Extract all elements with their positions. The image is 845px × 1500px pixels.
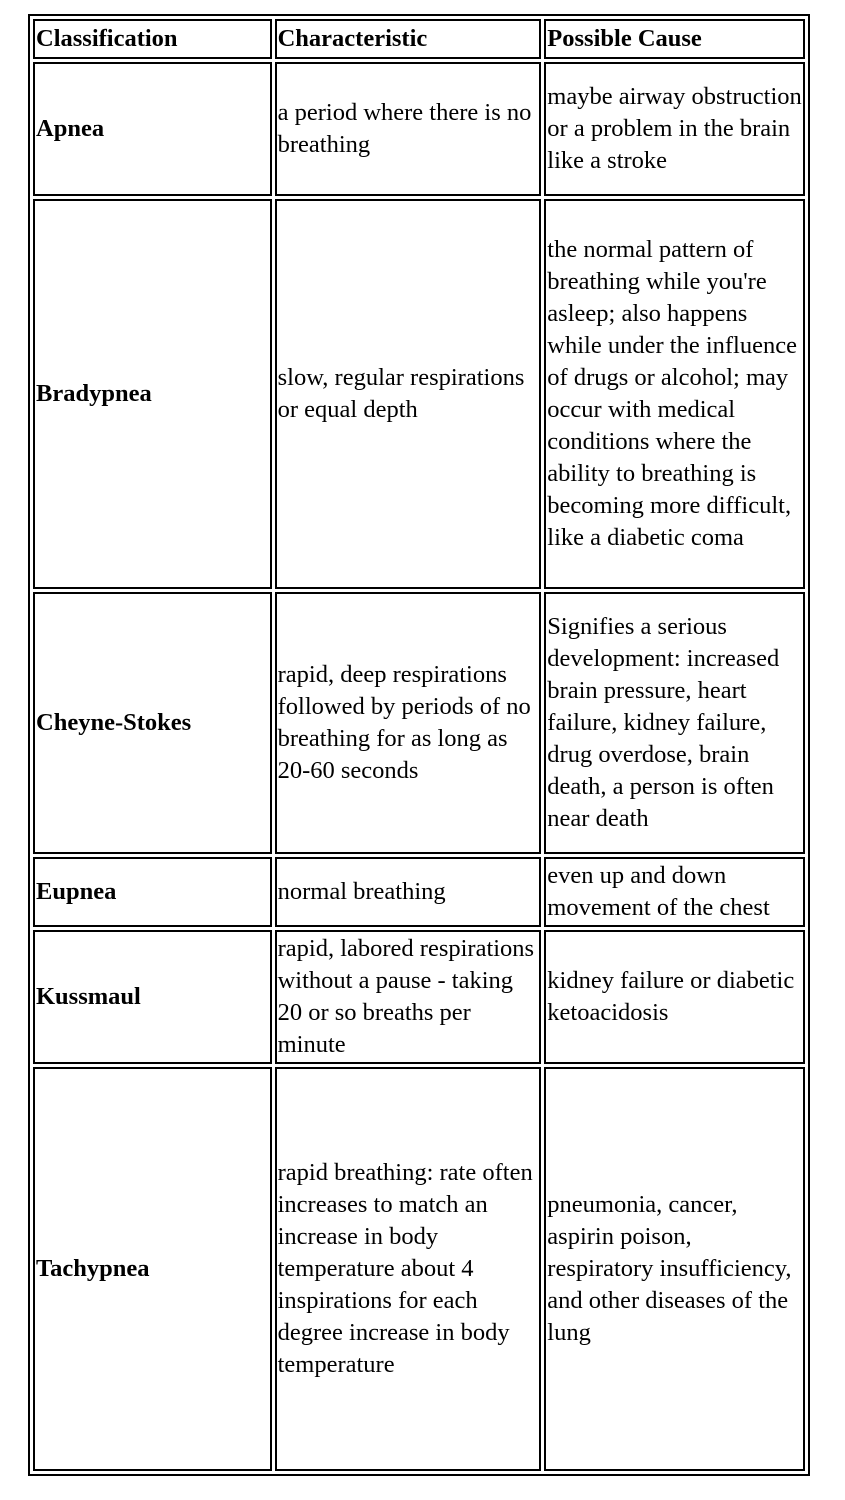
header-classification: Classification — [33, 19, 272, 59]
header-row — [33, 19, 805, 59]
characteristic-cell: slow, regular respirations or equal depth — [275, 199, 542, 589]
characteristic-cell: a period where there is no breathing — [275, 62, 542, 196]
characteristic-cell: rapid breathing: rate often increases to match an increase in body temperature about 4 inspirations for each degree increase in body temperature — [275, 1067, 542, 1471]
characteristic-cell: normal breathing — [275, 857, 542, 927]
header-possible-cause: Possible Cause — [544, 19, 805, 59]
cause-cell: even up and down movement of the chest — [544, 857, 805, 927]
characteristic-cell: rapid, deep respirations followed by periods of no breathing for as long as 20-60 seconds — [275, 592, 542, 854]
classification-cell: Tachypnea — [33, 1067, 272, 1471]
cause-cell: the normal pattern of breathing while you're asleep; also happens while under the influence of drugs or alcohol; may occur with medical conditions where the ability to breathing is becoming more difficult, like a diabetic coma — [544, 199, 805, 589]
table-row — [33, 1067, 805, 1471]
cause-cell: maybe airway obstruction or a problem in the brain like a stroke — [544, 62, 805, 196]
classification-cell: Eupnea — [33, 857, 272, 927]
table-row — [33, 930, 805, 1064]
header-characteristic: Characteristic — [275, 19, 542, 59]
cause-cell: Signifies a serious development: increased brain pressure, heart failure, kidney failure, drug overdose, brain death, a person is often near death — [544, 592, 805, 854]
classification-cell: Cheyne-Stokes — [33, 592, 272, 854]
table-row — [33, 592, 805, 854]
cause-cell: kidney failure or diabetic ketoacidosis — [544, 930, 805, 1064]
classification-cell: Kussmaul — [33, 930, 272, 1064]
table-row — [33, 62, 805, 196]
cause-cell: pneumonia, cancer, aspirin poison, respiratory insufficiency, and other diseases of the lung — [544, 1067, 805, 1471]
classification-cell: Bradypnea — [33, 199, 272, 589]
breathing-patterns-table — [28, 14, 810, 1476]
table-row — [33, 199, 805, 589]
characteristic-cell: rapid, labored respirations without a pause - taking 20 or so breaths per minute — [275, 930, 542, 1064]
classification-cell: Apnea — [33, 62, 272, 196]
table-row — [33, 857, 805, 927]
